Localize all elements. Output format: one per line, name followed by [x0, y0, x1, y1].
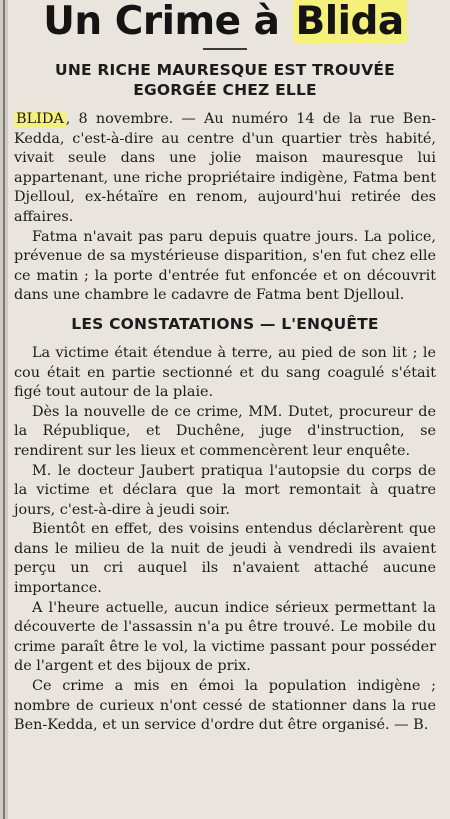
dateline-highlighted: BLIDA	[16, 111, 64, 127]
headline-city-highlighted: Blida	[293, 0, 407, 44]
paragraph-6: Bientôt en effet, des voisins entendus déclarèrent que dans le milieu de la nuit de jeudi à vendredi ils avaient perçu un cri auquel ils n'avaient attaché aucune importance.	[14, 521, 436, 597]
paragraph-3: La victime était étendue à terre, au pied de son lit ; le cou était en partie sectionné et du sang coagulé s'était figé tout autour de la plaie.	[14, 344, 436, 401]
column-rule	[0, 0, 8, 819]
headline-prefix: Un Crime à	[43, 0, 280, 44]
subheadline-line-2: EGORGÉE CHEZ ELLE	[133, 81, 317, 99]
paragraph-1-text: , 8 novembre. — Au numéro 14 de la rue Ben-Kedda, c'est-à-dire au centre d'un quartier très habité, vivait seule dans une jolie maison mauresque lui appartenant, une riche propriétaire indigène, Fatma bent Djelloul, ex-hétaïre en renom, aujourd'hui retirée des affaires.	[14, 111, 436, 225]
section-heading: LES CONSTATATIONS — L'ENQUÊTE	[71, 314, 379, 333]
paragraph-5: M. le docteur Jaubert pratiqua l'autopsie du corps de la victime et déclara que la mort remontait à quatre jours, c'est-à-dire à jeudi soir.	[14, 462, 436, 518]
subheadline-line-1: UNE RICHE MAURESQUE EST TROUVÉE	[55, 61, 395, 79]
subheadline	[14, 60, 436, 100]
article-column	[14, 0, 436, 736]
paragraph-4: Dès la nouvelle de ce crime, MM. Dutet, procureur de la République, et Duchêne, juge d'instruction, se rendirent sur les lieux et commencèrent leur enquête.	[14, 403, 436, 459]
paragraph-7: A l'heure actuelle, aucun indice sérieux permettant la découverte de l'assassin n'a pu être trouvé. Le mobile du crime paraît être le vol, la victime passant pour posséder de l'argent et des bijoux de prix.	[14, 599, 436, 675]
headline-divider	[203, 48, 247, 50]
headline	[14, 0, 436, 44]
paragraph-2: Fatma n'avait pas paru depuis quatre jours. La police, prévenue de sa mystérieuse disparition, s'en fut chez elle ce matin ; la porte d'entrée fut enfoncée et on découvrit dans une chambre le cadavre de Fatma bent Djelloul.	[14, 228, 436, 304]
paragraph-8: Ce crime a mis en émoi la population indigène ; nombre de curieux n'ont cessé de stationner dans la rue Ben-Kedda, et un service d'ordre dut être organisé. — B.	[14, 678, 436, 734]
paragraph-1	[14, 110, 436, 228]
